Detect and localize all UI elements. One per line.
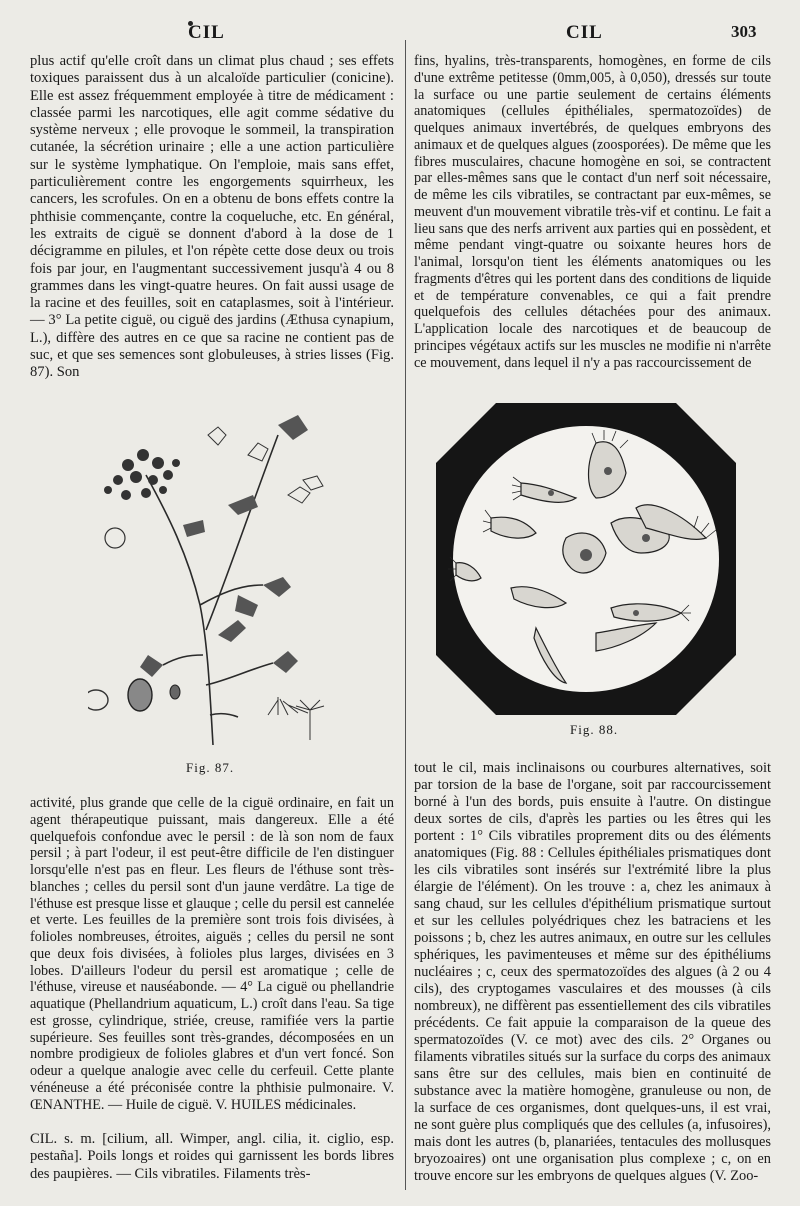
left-column-entry <box>30 1131 394 1187</box>
body-paragraph: tout le cil, mais inclinaisons ou courbures alternatives, soit par torsion de la base de l'organe, soit par raccourcissement borné à l'un des bords, puis ensuite à l'autre. On distingue deux sortes de cils, d'après les parties ou les êtres qui les portent : 1° Cils vibratiles proprement dits ou des éléments anatomiques (Fig. 88 : Cellules épithéliales prismatiques dont les cils vibratiles sont insérés sur l'extrémité libre la plus élargie de l'élément). On les trouve : a, chez les animaux à sang chaud, sur les cellules d'épithélium prismatique surtout et sur les cellules polyédriques chez les batraciens et les poissons ; b, chez les autres animaux, en outre sur les cellules sphériques, les pavimenteuses et même sur des épithéliums nucléaires ; c, ceux des spermatozoïdes des algues (à 2 ou 4 cils), des cryptogames vasculaires et des mousses (à cils nombreux), ne diffèrent pas essentiellement des cils vibratiles précédents. Ce fait appuie la comparaison de la queue des spermatozoïdes (V. ce mot) avec des cils. 2° Organes ou filaments vibratiles situés sur la surface du corps des animaux sans être sur des cellules, mais bien en continuité de substance avec la matière homogène, granuleuse ou non, de la surface de ces organismes, dont quelques-uns, il est vrai, ne sont guère plus compliqués que des cellules (a, infusoires), mais dont les autres (b, planariées, tentacules des mollusques bryozoaires) ont une organisation plus complexe ; c, on en trouve encore sur les embryons de quelques algues (V. Zoo- <box>414 760 771 1184</box>
dictionary-entry-cil: CIL. s. m. [cilium, all. Wimper, angl. cilia, it. ciglio, esp. pestaña]. Poils longs et roides qui garnissent les bords libres des paupières. — Cils vibratiles. Filaments très- <box>30 1131 394 1182</box>
body-paragraph: fins, hyalins, très-transparents, homogènes, en forme de cils d'une extrême petitesse (0mm,005, à 0,050), dressés sur toute la surface ou une partie seulement de certains éléments anatomiques (cellules épithéliales, spermatozoïdes) de quelques animaux invertébrés, de quelques embryons des animaux et de quelques algues (zoosporées). De même que les fibres musculaires, chacune homogène en soi, se contractent par elles-mêmes sans que le contact d'un nerf soit nécessaire, de même les cils vibratiles, se contractant par eux-mêmes, se meuvent d'un mouvement vibratile très-vif et continu. Le fait a lieu sans que des nerfs arrivent aux parties qui en possèdent, et même pendant vingt-quatre ou soixante heures hors de l'animal, lorsqu'on tient les éléments anatomiques ou les fragments d'êtres qui les portent dans des conditions de liquide et de température convenables, ce qui a fait prendre quelquefois des cellules détachées pour des animaux. L'application locale des narcotiques et de beaucoup de principes végétaux actifs sur les muscles ne modifie ni n'arrête ce mouvement, dans lequel il n'y a pas raccourcissement de <box>414 53 771 371</box>
figure-87-caption: Fig. 87. <box>186 760 235 775</box>
left-column-top <box>30 53 394 383</box>
left-column-bottom <box>30 795 394 1125</box>
figure-88-caption: Fig. 88. <box>570 722 619 737</box>
body-paragraph: plus actif qu'elle croît dans un climat plus chaud ; ses effets toxiques paraissent dus à un alcaloïde particulier (conicine). Elle est assez fréquemment employée à titre de médicament : classée parmi les narcotiques, elle agit comme sédative du système nerveux ; elle provoque le sommeil, la transpiration cutanée, la sécrétion urinaire ; elle a une action particulière sur le système lymphatique. On l'emploie, mais sans effet, particulièrement contre les engorgements squirrheux, les cancers, les scrofules. On en a obtenu de bons effets contre la phthisie commençante, contre la coqueluche, etc. En général, les extraits de ciguë se donnent d'abord à la dose de 1 décigramme en pilules, et l'on répète cette dose deux ou trois fois par jour, en l'augmentant successivement jusqu'à 4 ou 8 grammes dans les vingt-quatre heures. On fait aussi usage de la racine et des feuilles, soit en cataplasmes, soit à l'intérieur. — 3° La petite ciguë, ou ciguë des jardins (Æthusa cynapium, L.), diffère des autres en ce que sa racine ne contient pas de suc, et que ses semences sont globuleuses, à stries lisses (Fig. 87). Son <box>30 53 394 381</box>
left-running-head: CIL <box>188 22 225 43</box>
ciliated-cells-illustration <box>436 403 736 715</box>
page-number: 303 <box>731 22 757 41</box>
hemlock-plant-illustration <box>88 395 358 750</box>
right-running-head: CIL <box>566 22 603 43</box>
right-column-bottom <box>414 760 771 1190</box>
right-column-top <box>414 53 771 383</box>
main-stem <box>146 475 213 745</box>
body-paragraph: activité, plus grande que celle de la ciguë ordinaire, en fait un agent thérapeutique puissant, mais dangereux. Elle a été quelquefois confondue avec le persil : de là son nom de faux persil ; à part l'odeur, il est peut-être difficile de l'en distinguer lorsqu'elle n'est pas en fleur. Les fleurs de l'éthuse sont très-blanches ; celles du persil sont d'un jaune verdâtre. La tige de l'éthuse est presque lisse et glauque ; celle du persil est cannelée et verte. Les feuilles de la première sont trois fois divisées, à folioles nombreuses, étroites, aiguës ; celles du persil ne sont que deux fois divisées, à folioles plus larges, divisées en 3 lobes. D'ailleurs l'odeur du persil est aromatique ; celle de l'éthuse, vireuse et nauséabonde. — 4° La ciguë ou phellandrie aquatique (Phellandrium aquaticum, L.) croît dans l'eau. Sa tige est grosse, cylindrique, striée, creuse, ramifiée vers la partie supérieure. Ses feuilles sont très-grandes, décomposées en un nombre prodigieux de folioles glabres et d'un vert foncé. Son odeur a quelque analogie avec celle du cerfeuil. Cette plante vénéneuse a été préconisée contre la phthisie pulmonaire. V. ŒNANTHE. — Huile de ciguë. V. HUILES médicinales. <box>30 795 394 1113</box>
column-divider <box>405 40 406 1190</box>
